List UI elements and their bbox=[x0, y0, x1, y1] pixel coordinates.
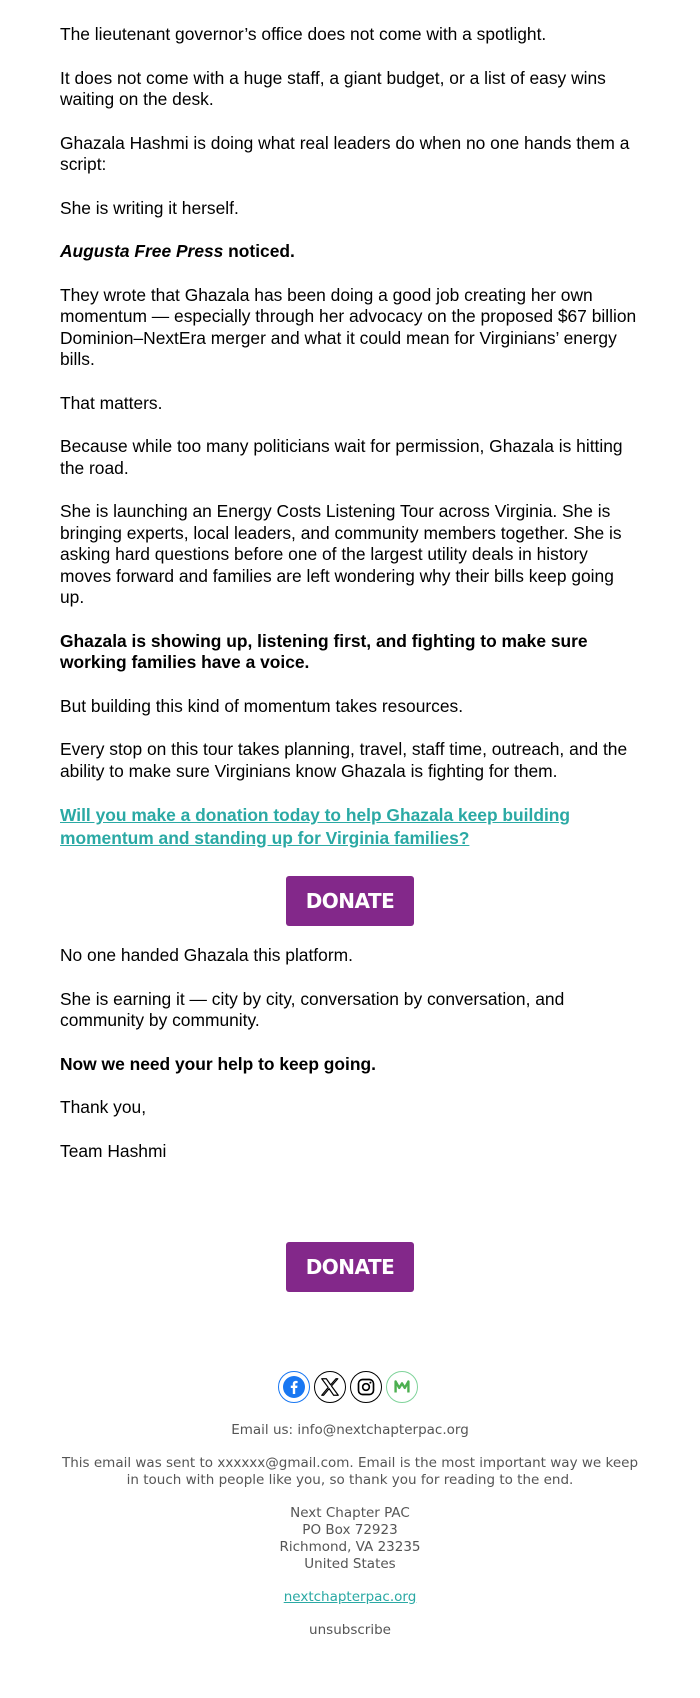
paragraph bbox=[60, 241, 640, 263]
footer bbox=[0, 1422, 700, 1639]
website-link[interactable]: nextchapterpac.org bbox=[283, 1589, 417, 1605]
paragraph: But building this kind of momentum takes resources. bbox=[60, 695, 464, 716]
social-links bbox=[278, 1371, 418, 1403]
contact-email: Email us: info@nextchapterpac.org bbox=[231, 1422, 469, 1438]
paragraph-text: noticed. bbox=[223, 241, 295, 261]
notice-text: in touch with people like you, so thank you for reading to the end. bbox=[126, 1472, 574, 1488]
paragraph: They wrote that Ghazala has been doing a good job creating her own momentum — especially through her advocacy on the proposed $67 billion Dominion–NextEra merger and what it could mean for Virginians’ energy bills. bbox=[60, 284, 637, 369]
sign-off: Thank you, bbox=[60, 1097, 147, 1117]
address-country: United States bbox=[304, 1556, 396, 1572]
paragraph: She is launching an Energy Costs Listening Tour across Virginia. She is bringing experts, local leaders, and community members together. She is asking hard questions before one of the largest utility deals in history moves forward and families are left wondering why their bills keep going up. bbox=[60, 501, 622, 607]
notice-text: This email was sent to xxxxxx@gmail.com. Email is the most important way we keep bbox=[61, 1455, 639, 1471]
paragraph-emphasis: Now we need your help to keep going. bbox=[60, 1053, 376, 1074]
publication-name: Augusta Free Press bbox=[60, 241, 224, 261]
paragraph: She is writing it herself. bbox=[60, 197, 239, 218]
closing-section bbox=[60, 945, 640, 1184]
instagram-icon[interactable] bbox=[350, 1371, 382, 1403]
paragraph: It does not come with a huge staff, a giant budget, or a list of easy wins waiting on the desk. bbox=[60, 67, 606, 109]
paragraph: Because while too many politicians wait for permission, Ghazala is hitting the road. bbox=[60, 436, 623, 478]
x-icon[interactable] bbox=[314, 1371, 346, 1403]
address-line: Richmond, VA 23235 bbox=[279, 1539, 421, 1555]
paragraph: No one handed Ghazala this platform. bbox=[60, 945, 353, 965]
paragraph: The lieutenant governor’s office does not come with a spotlight. bbox=[60, 24, 547, 44]
paragraph: That matters. bbox=[60, 392, 163, 413]
donate-button-bottom[interactable]: DONATE bbox=[286, 1242, 414, 1292]
paragraph-emphasis: Ghazala is showing up, listening first, and fighting to make sure working families have a voice. bbox=[60, 630, 588, 672]
address-line: PO Box 72923 bbox=[302, 1522, 398, 1538]
paragraph: She is earning it — city by city, conversation by conversation, and community by community. bbox=[60, 988, 565, 1030]
paragraph: Ghazala Hashmi is doing what real leaders do when no one hands them a script: bbox=[60, 132, 630, 174]
unsubscribe-link[interactable]: unsubscribe bbox=[309, 1622, 391, 1638]
org-name: Next Chapter PAC bbox=[290, 1505, 410, 1521]
signature: Team Hashmi bbox=[60, 1140, 167, 1161]
paragraph: Every stop on this tour takes planning, travel, staff time, outreach, and the ability to make sure Virginians know Ghazala is fighting for them. bbox=[60, 739, 628, 781]
donate-button[interactable]: DONATE bbox=[286, 876, 414, 926]
medium-icon[interactable] bbox=[386, 1371, 418, 1403]
facebook-icon[interactable] bbox=[278, 1371, 310, 1403]
donation-cta-link[interactable]: Will you make a donation today to help Ghazala keep building momentum and standing up for Virginia families? bbox=[60, 805, 571, 848]
email-body bbox=[60, 0, 640, 849]
